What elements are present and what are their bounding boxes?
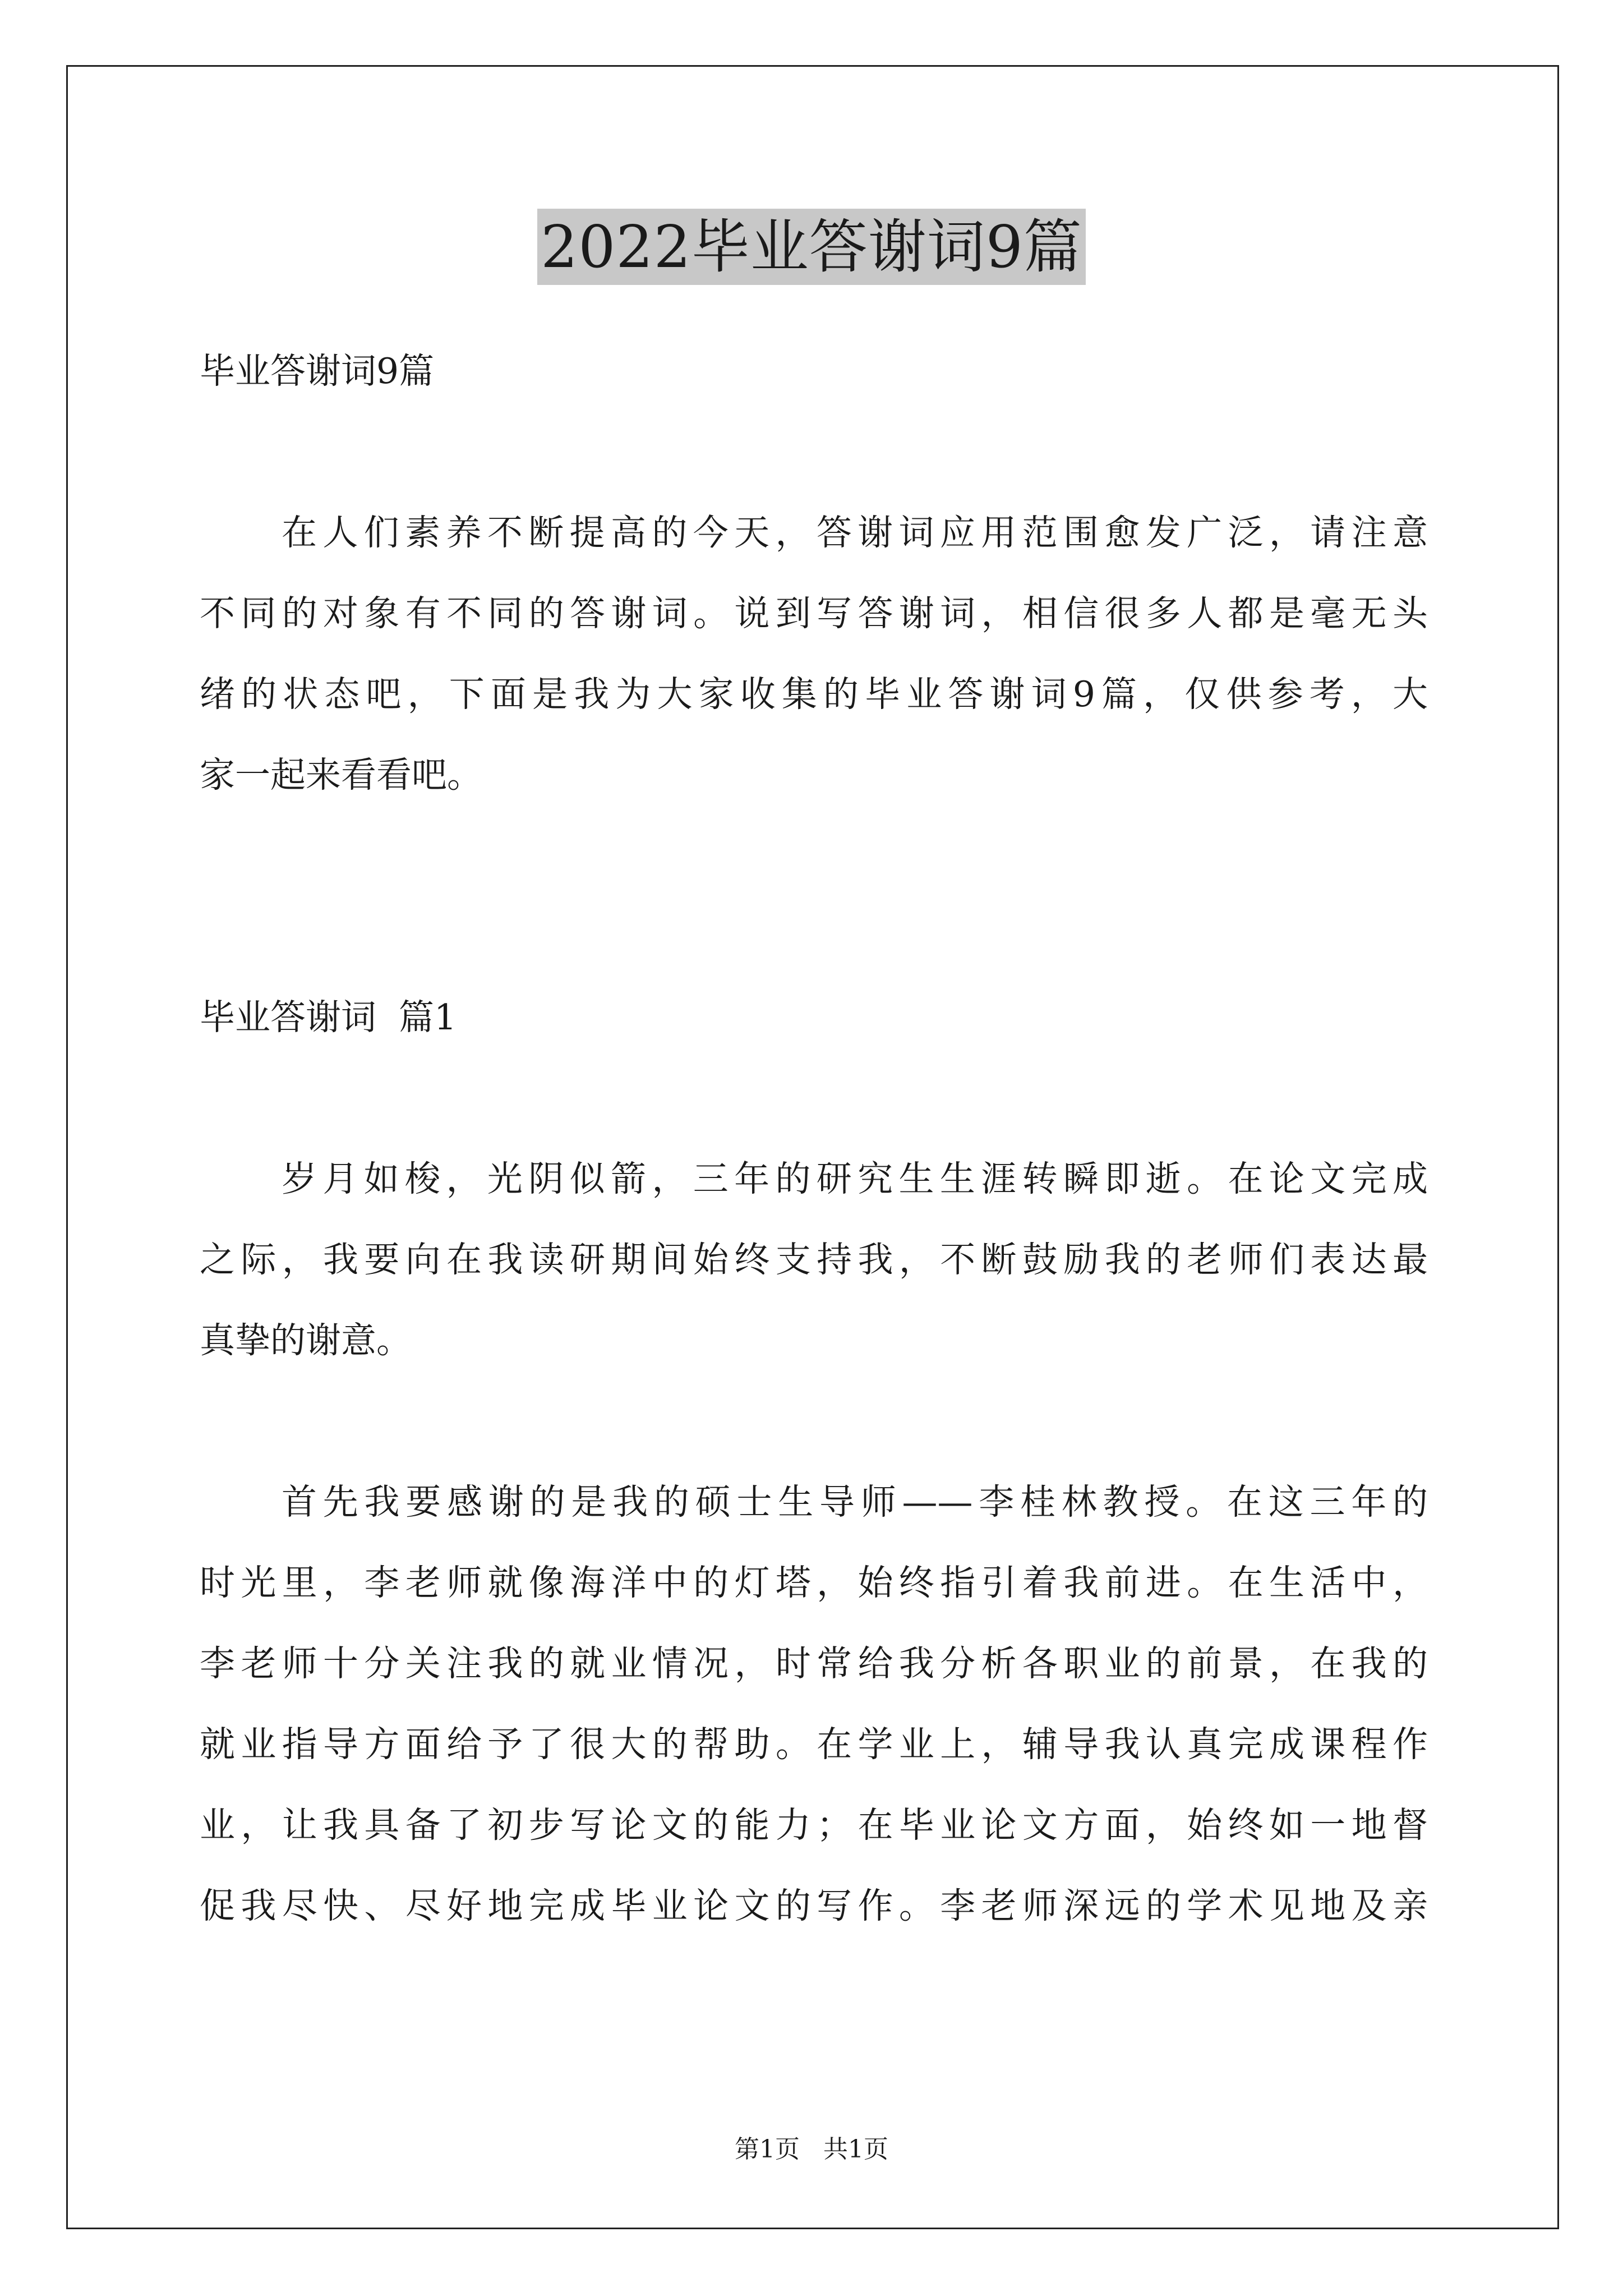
paragraph-line: 李老师十分关注我的就业情况，时常给我分析各职业的前景，在我的 xyxy=(200,1643,1428,1684)
document-title: 2022毕业答谢词9篇 xyxy=(537,209,1086,285)
paragraph-line: 时光里，李老师就像海洋中的灯塔，始终指引着我前进。在生活中， xyxy=(200,1562,1428,1603)
page-footer: 第1页 共1页 xyxy=(735,2135,888,2164)
intro-line: 家一起来看看吧。 xyxy=(200,754,482,795)
document-body xyxy=(200,331,1428,1947)
paragraph-line: 首先我要感谢的是我的硕士生导师——李桂林教授。在这三年的 xyxy=(282,1481,1428,1522)
paragraph-line: 之际，我要向在我读研期间始终支持我，不断鼓励我的老师们表达最 xyxy=(200,1239,1428,1280)
paragraph-line: 真挚的谢意。 xyxy=(200,1320,412,1361)
subtitle: 毕业答谢词9篇 xyxy=(200,351,435,392)
spacer xyxy=(200,1381,1428,1462)
intro-line: 在人们素养不断提高的今天，答谢词应用范围愈发广泛，请注意 xyxy=(282,512,1428,553)
intro-line: 不同的对象有不同的答谢词。说到写答谢词，相信很多人都是毫无头 xyxy=(200,593,1428,634)
spacer xyxy=(200,412,1428,493)
paragraph-line: 业，让我具备了初步写论文的能力；在毕业论文方面，始终如一地督 xyxy=(200,1805,1428,1846)
spacer xyxy=(200,896,1428,977)
paragraph-line: 岁月如梭，光阴似箭，三年的研究生生涯转瞬即逝。在论文完成 xyxy=(282,1158,1428,1199)
intro-line: 绪的状态吧，下面是我为大家收集的毕业答谢词9篇，仅供参考，大 xyxy=(200,674,1428,715)
section-heading: 毕业答谢词 篇1 xyxy=(200,997,457,1038)
paragraph-line: 促我尽快、尽好地完成毕业论文的写作。李老师深远的学术见地及亲 xyxy=(200,1885,1428,1926)
paragraph-line: 就业指导方面给予了很大的帮助。在学业上，辅导我认真完成课程作 xyxy=(200,1724,1428,1765)
spacer xyxy=(200,1058,1428,1139)
title-container xyxy=(0,209,1623,285)
spacer xyxy=(200,816,1428,896)
